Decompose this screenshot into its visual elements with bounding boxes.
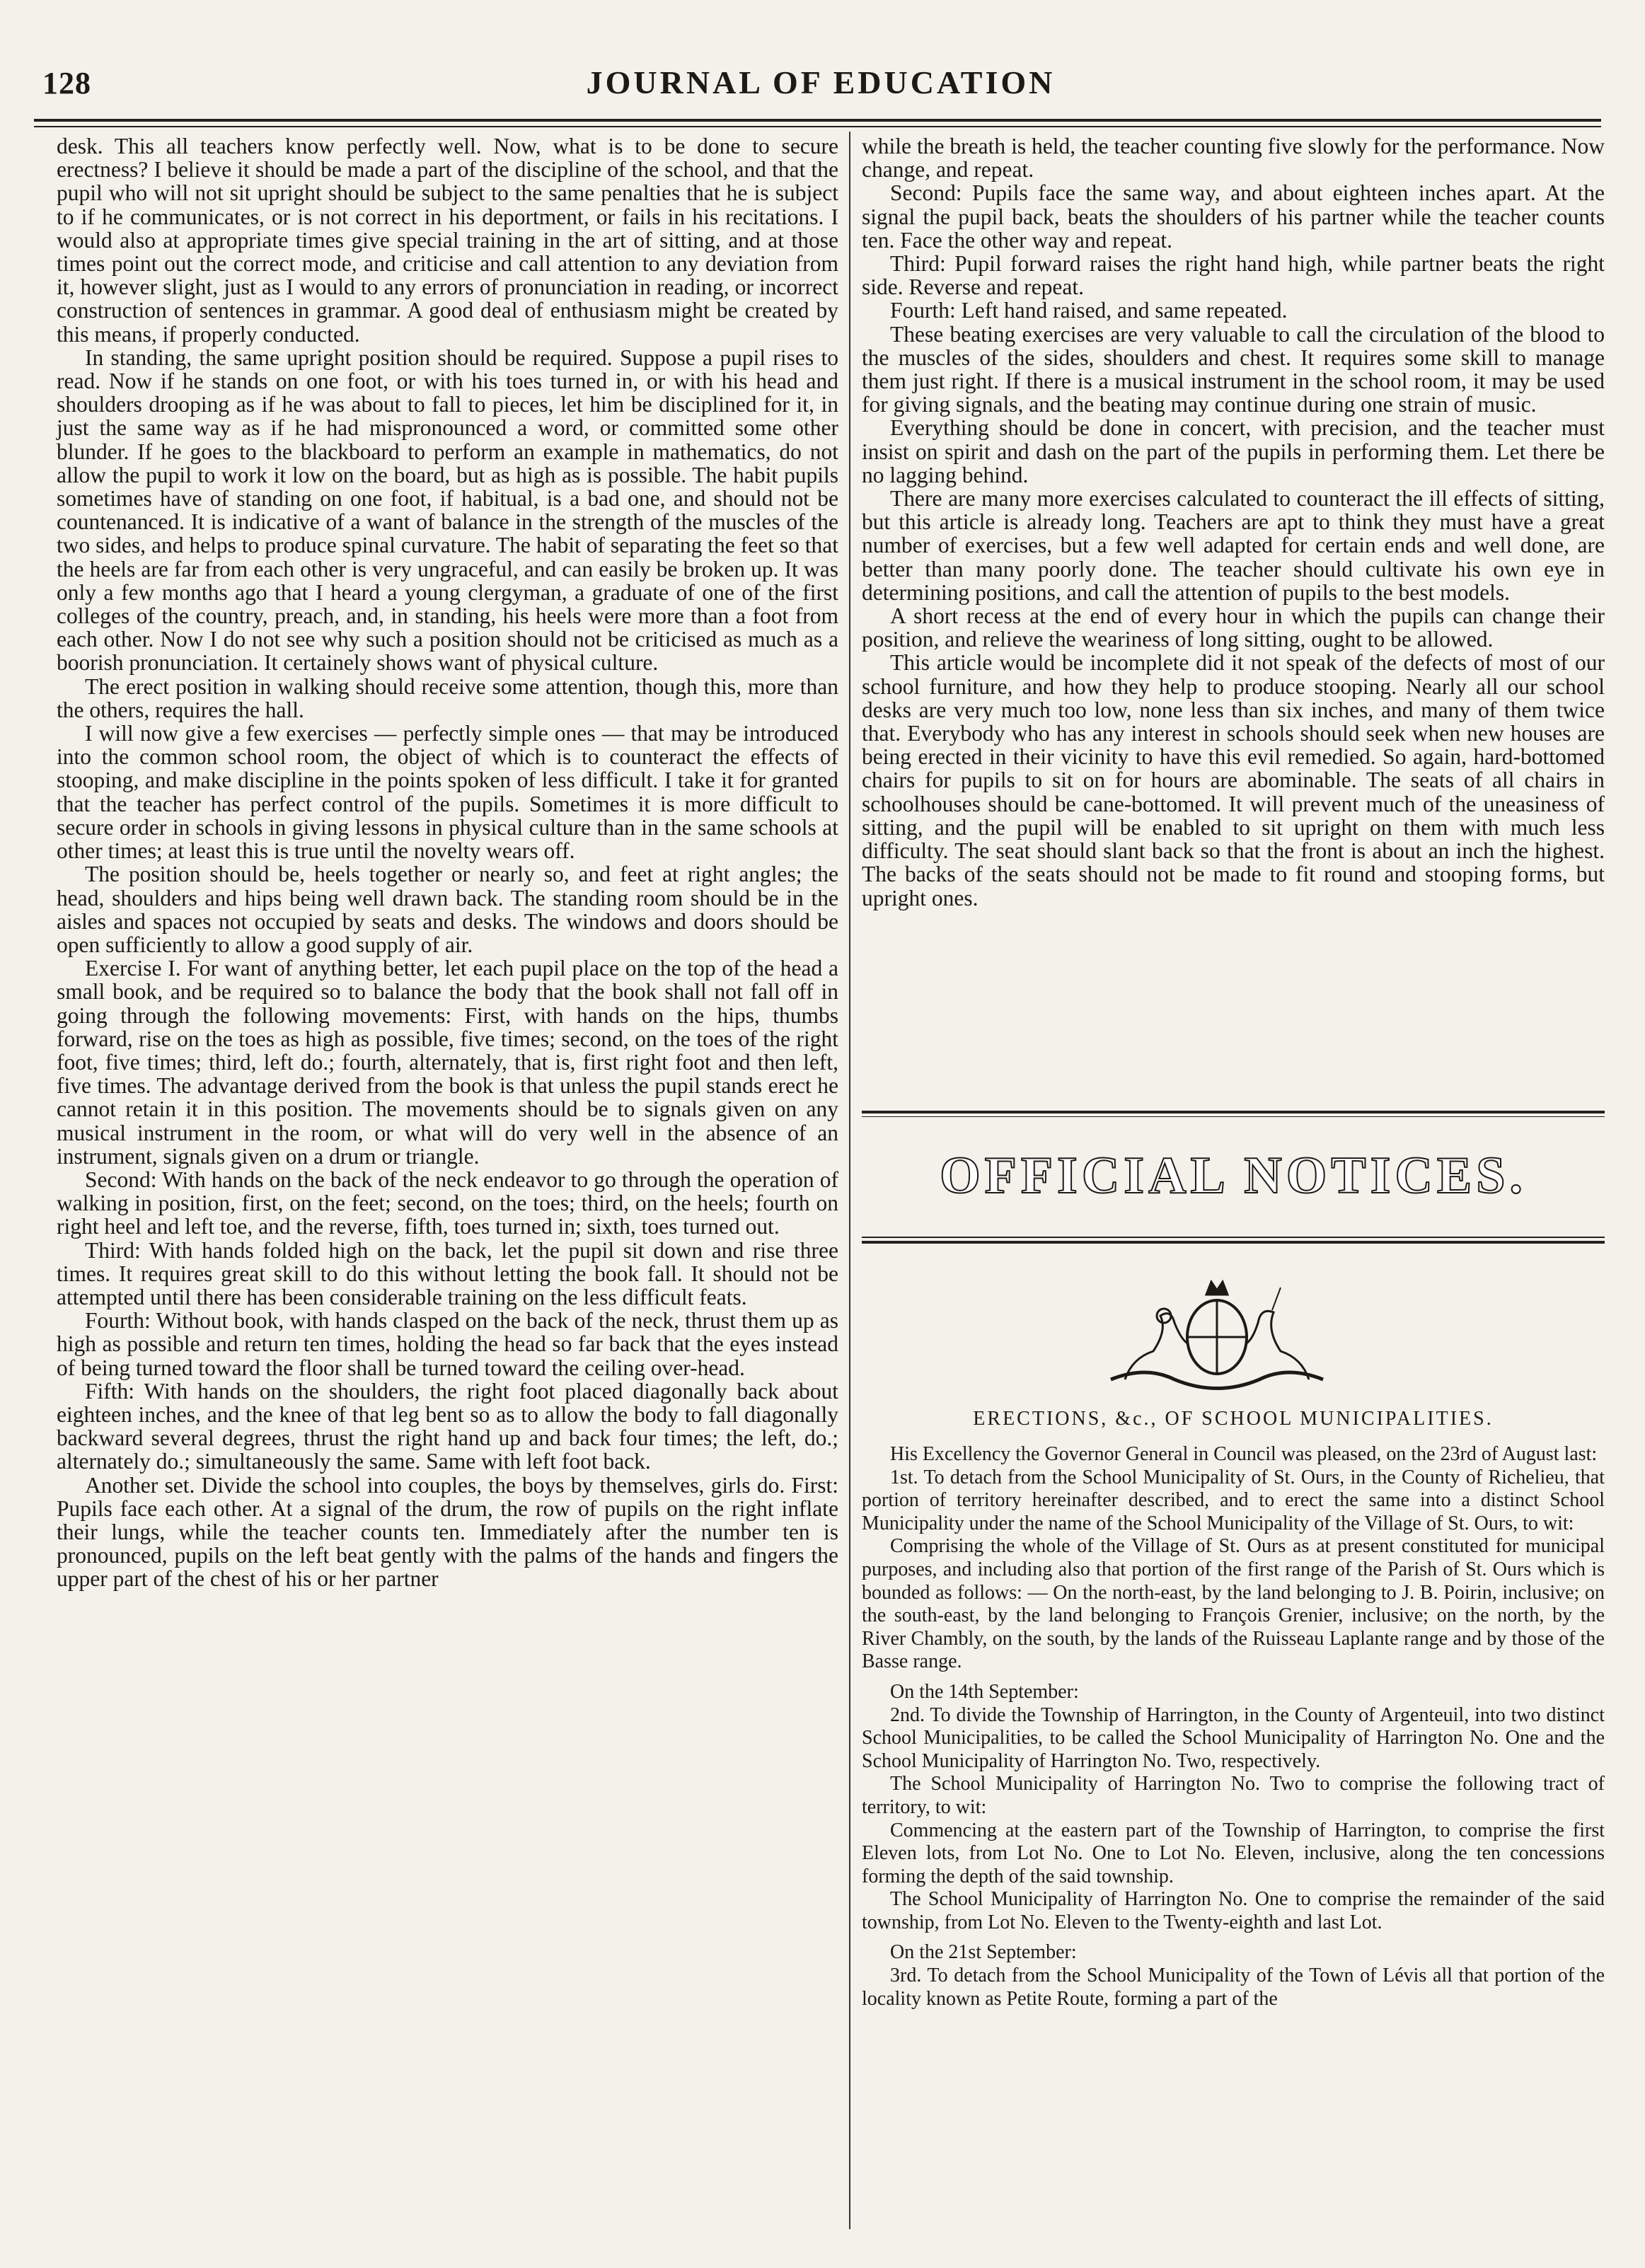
paragraph: In standing, the same upright position should be required. Suppose a pupil rises to read. Now if he stands on one foot, or with his toes turned in, or with his head and shoulders drooping as if he was about to fall to pieces, let him be disciplined for it, in just the same way as if he had mispronounced a word, or committed some other blunder. If he goes to the blackboard to perform an example in mathematics, do not allow the pupil to work it low on the board, but as high as is possible. The habit pupils sometimes have of standing on one foot, if habitual, is a bad one, and should not be countenanced. It is indicative of a want of balance in the strength of the muscles of the two sides, and helps to produce spinal curvature. The habit of separating the feet so that the heels are far from each other is very ungraceful, and can easily be broken up. It was only a few months ago that I heard a young clergyman, a graduate of one of the first colleges of the country, preach, and, in standing, his heels were more than a foot from each other. Now I do not see why such a position should not be criticised as much as a boorish pronunciation. It certainely shows want of physical culture. (57, 345, 838, 676)
notice-date: On the 14th September: (890, 1680, 1079, 1703)
paragraph: The erect position in walking should receive some attention, though this, more than the others, requires the hall. (57, 673, 838, 722)
column-divider (849, 132, 850, 2229)
paragraph: 1st. To detach from the School Municipality of St. Ours, in the County of Richelieu, that portion of territory hereinafter described, and to erect the same into a distinct School Municipality under the name of the School Municipality of the Village of St. Ours, to wit: (862, 1466, 1605, 1534)
paragraph: His Excellency the Governor General in Council was pleased, on the 23rd of August last: (890, 1443, 1598, 1465)
paragraph: 2nd. To divide the Township of Harrington, in the County of Argenteuil, into two distinct School Municipalities, to be called the School Municipality of Harrington No. One and the School Municipality of Harrington No. Two, respectively. (862, 1703, 1605, 1772)
paragraph: Third: Pupil forward raises the right hand high, while partner beats the right side. Reverse and repeat. (862, 251, 1605, 300)
paragraph: Everything should be done in concert, with precision, and the teacher must insist on spirit and dash on the part of the pupils in performing them. Let there be no lagging behind. (862, 415, 1605, 487)
notices-body (862, 1443, 1605, 2010)
erections-subtitle: ERECTIONS, &c., OF SCHOOL MUNICIPALITIES. (973, 1408, 1494, 1430)
paragraph: while the breath is held, the teacher counting five slowly for the performance. Now change, and repeat. (862, 134, 1605, 183)
royal-arms-emblem (1104, 1273, 1330, 1401)
right-column (862, 134, 1605, 910)
header-rule (34, 119, 1601, 127)
paragraph: The position should be, heels together or nearly so, and feet at right angles; the head, shoulders and hips being well drawn back. The standing room should be in the aisles and spaces not occupied by seats and desks. The windows and doors should be open sufficiently to allow a good supply of air. (57, 862, 838, 957)
journal-title: JOURNAL OF EDUCATION (586, 64, 1056, 100)
paragraph: There are many more exercises calculated to counteract the ill effects of sitting, but this article is already long. Teachers are apt to think they must have a great number of exercises, but a few well adapted for certain ends and well done, are better than many poorly done. The teacher should cultivate his own eye in determining positions, and call the attention of pupils to the best models. (862, 486, 1605, 605)
paragraph: The School Municipality of Harrington No. Two to comprise the following tract of territory, to wit: (862, 1773, 1605, 1818)
paragraph: I will now give a few exercises — perfectly simple ones — that may be introduced into the common school room, the object of which is to counteract the effects of stooping, and make discipline in the points spoken of less difficult. I take it for granted that the teacher has perfect control of the pupils. Sometimes it is more difficult to secure order in schools in giving lessons in physical culture than in the same schools at other times; at least this is true until the novelty wears off. (57, 721, 838, 864)
page-header (28, 59, 1613, 116)
paragraph: Third: With hands folded high on the back, let the pupil sit down and rise three times. It requires great skill to do this without letting the book fall. It should not be attempted until there has been considerable training on the less difficult feats. (57, 1237, 838, 1309)
paragraph: A short recess at the end of every hour in which the pupils can change their position, and relieve the weariness of long sitting, ought to be allowed. (862, 603, 1605, 652)
paragraph: Exercise I. For want of anything better, let each pupil place on the top of the head a small book, and be required so to balance the body that the book shall not fall off in going through the following movements: First, with hands on the hips, thumbs forward, rise on the toes as high as possible, five times; second, on the toes of the right foot, five times; third, left do.; fourth, alternately, that is, first right foot and then left, five times. The advantage derived from the book is that unless the pupil stands erect he cannot retain it in this position. The movements should be to signals given on any musical instrument in the room, or what will do very well in the absence of an instrument, signals given on a drum or triangle. (57, 956, 838, 1169)
left-column (57, 134, 838, 1591)
paragraph: Second: With hands on the back of the neck endeavor to go through the operation of walking in position, first, on the feet; second, on the toes; third, on the heels; fourth on right heel and left toe, and the reverse, fifth, toes turned in; sixth, toes turned out. (57, 1167, 838, 1239)
paragraph: These beating exercises are very valuable to call the circulation of the blood to the muscles of the sides, shoulders and chest. It requires some skill to manage them just right. If there is a musical instrument in the school room, it may be used for giving signals, and the beating may continue during one strain of music. (862, 321, 1605, 417)
notices-top-rule (862, 1111, 1605, 1117)
paragraph: This article would be incomplete did it not speak of the defects of most of our school furniture, and how they help to produce stooping. Nearly all our school desks are very much too low, none less than six inches, and many of them twice that. Everybody who has any interest in schools should seek when new houses are being erected in their vicinity to have this evil remedied. So again, hard-bottomed chairs for pupils to sit on for hours are abominable. The seats of all chairs in schoolhouses should be cane-bottomed. It will prevent much of the uneasiness of sitting, and the pupil will be enabled to sit upright on them with much less difficulty. The seat should slant back so that the front is about an inch the highest. The backs of the seats should not be made to fit round and stooping forms, but upright ones. (862, 650, 1605, 910)
official-notices-title: OFFICIAL NOTICES. (940, 1147, 1527, 1205)
paragraph: Second: Pupils face the same way, and about eighteen inches apart. At the signal the pupil back, beats the shoulders of his partner while the teacher counts ten. Face the other way and repeat. (862, 180, 1605, 253)
notice-date: On the 21st September: (890, 1941, 1077, 1964)
paragraph: Another set. Divide the school into couples, the boys by themselves, girls do. First: Pupils face each other. At a signal of the drum, the row of pupils on the right inflate their lungs, while the teacher counts ten. Immediately after the number ten is pronounced, pupils on the left beat gently with the palms of the hands and fingers the upper part of the chest of his or her partner (57, 1472, 838, 1592)
paragraph: Fourth: Without book, with hands clasped on the back of the neck, thrust them up as high as possible and return ten times, holding the head so far back that the eyes instead of being turned toward the floor shall be turned toward the ceiling over-head. (57, 1308, 838, 1380)
paragraph: The School Municipality of Harrington No. One to comprise the remainder of the said township, from Lot No. Eleven to the Twenty-eighth and last Lot. (862, 1888, 1605, 1933)
paragraph: Fifth: With hands on the shoulders, the right foot placed diagonally back about eighteen inches, and the knee of that leg bent so as to allow the body to fall diagonally backward several degrees, thrust the right hand up and back four times; the left, do.; alternately do.; simultaneously the same. Same with left foot back. (57, 1378, 838, 1474)
paragraph: Commencing at the eastern part of the Township of Harrington, to comprise the first Eleven lots, from Lot No. One to Lot No. Eleven, inclusive, along the ten concessions forming the depth of the said township. (862, 1819, 1605, 1887)
page-number: 128 (42, 66, 91, 100)
notices-bottom-rule (862, 1237, 1605, 1244)
paragraph: Comprising the whole of the Village of St. Ours as at present constituted for municipal purposes, and including also that portion of the first range of the Parish of St. Ours which is bounded as follows: — On the north-east, by the land belonging to J. B. Poirin, inclusive; on the south-east, by the land belonging to François Grenier, inclusive; on the north, by the River Chambly, on the south, by the lands of the Ruisseau Laplante range and by those of the Basse range. (862, 1535, 1605, 1673)
paragraph: Fourth: Left hand raised, and same repeated. (890, 298, 1288, 323)
paragraph: 3rd. To detach from the School Municipality of the Town of Lévis all that portion of the locality known as Petite Route, forming a part of the (862, 1965, 1605, 2010)
paragraph: desk. This all teachers know perfectly well. Now, what is to be done to secure erectness? I believe it should be made a part of the discipline of the school, and that the pupil who will not sit upright should be subject to the same penalties that he is subject to if he communicates, or is not correct in his deportment, or fails in his recitations. I would also at appropriate times give special training in the art of sitting, and at those times point out the correct mode, and criticise and call attention to any deviation from it, however slight, just as I would to any errors of pronunciation in reading, or incorrect construction of sentences in grammar. A good deal of enthusiasm might be created by this means, if properly conducted. (57, 134, 838, 347)
